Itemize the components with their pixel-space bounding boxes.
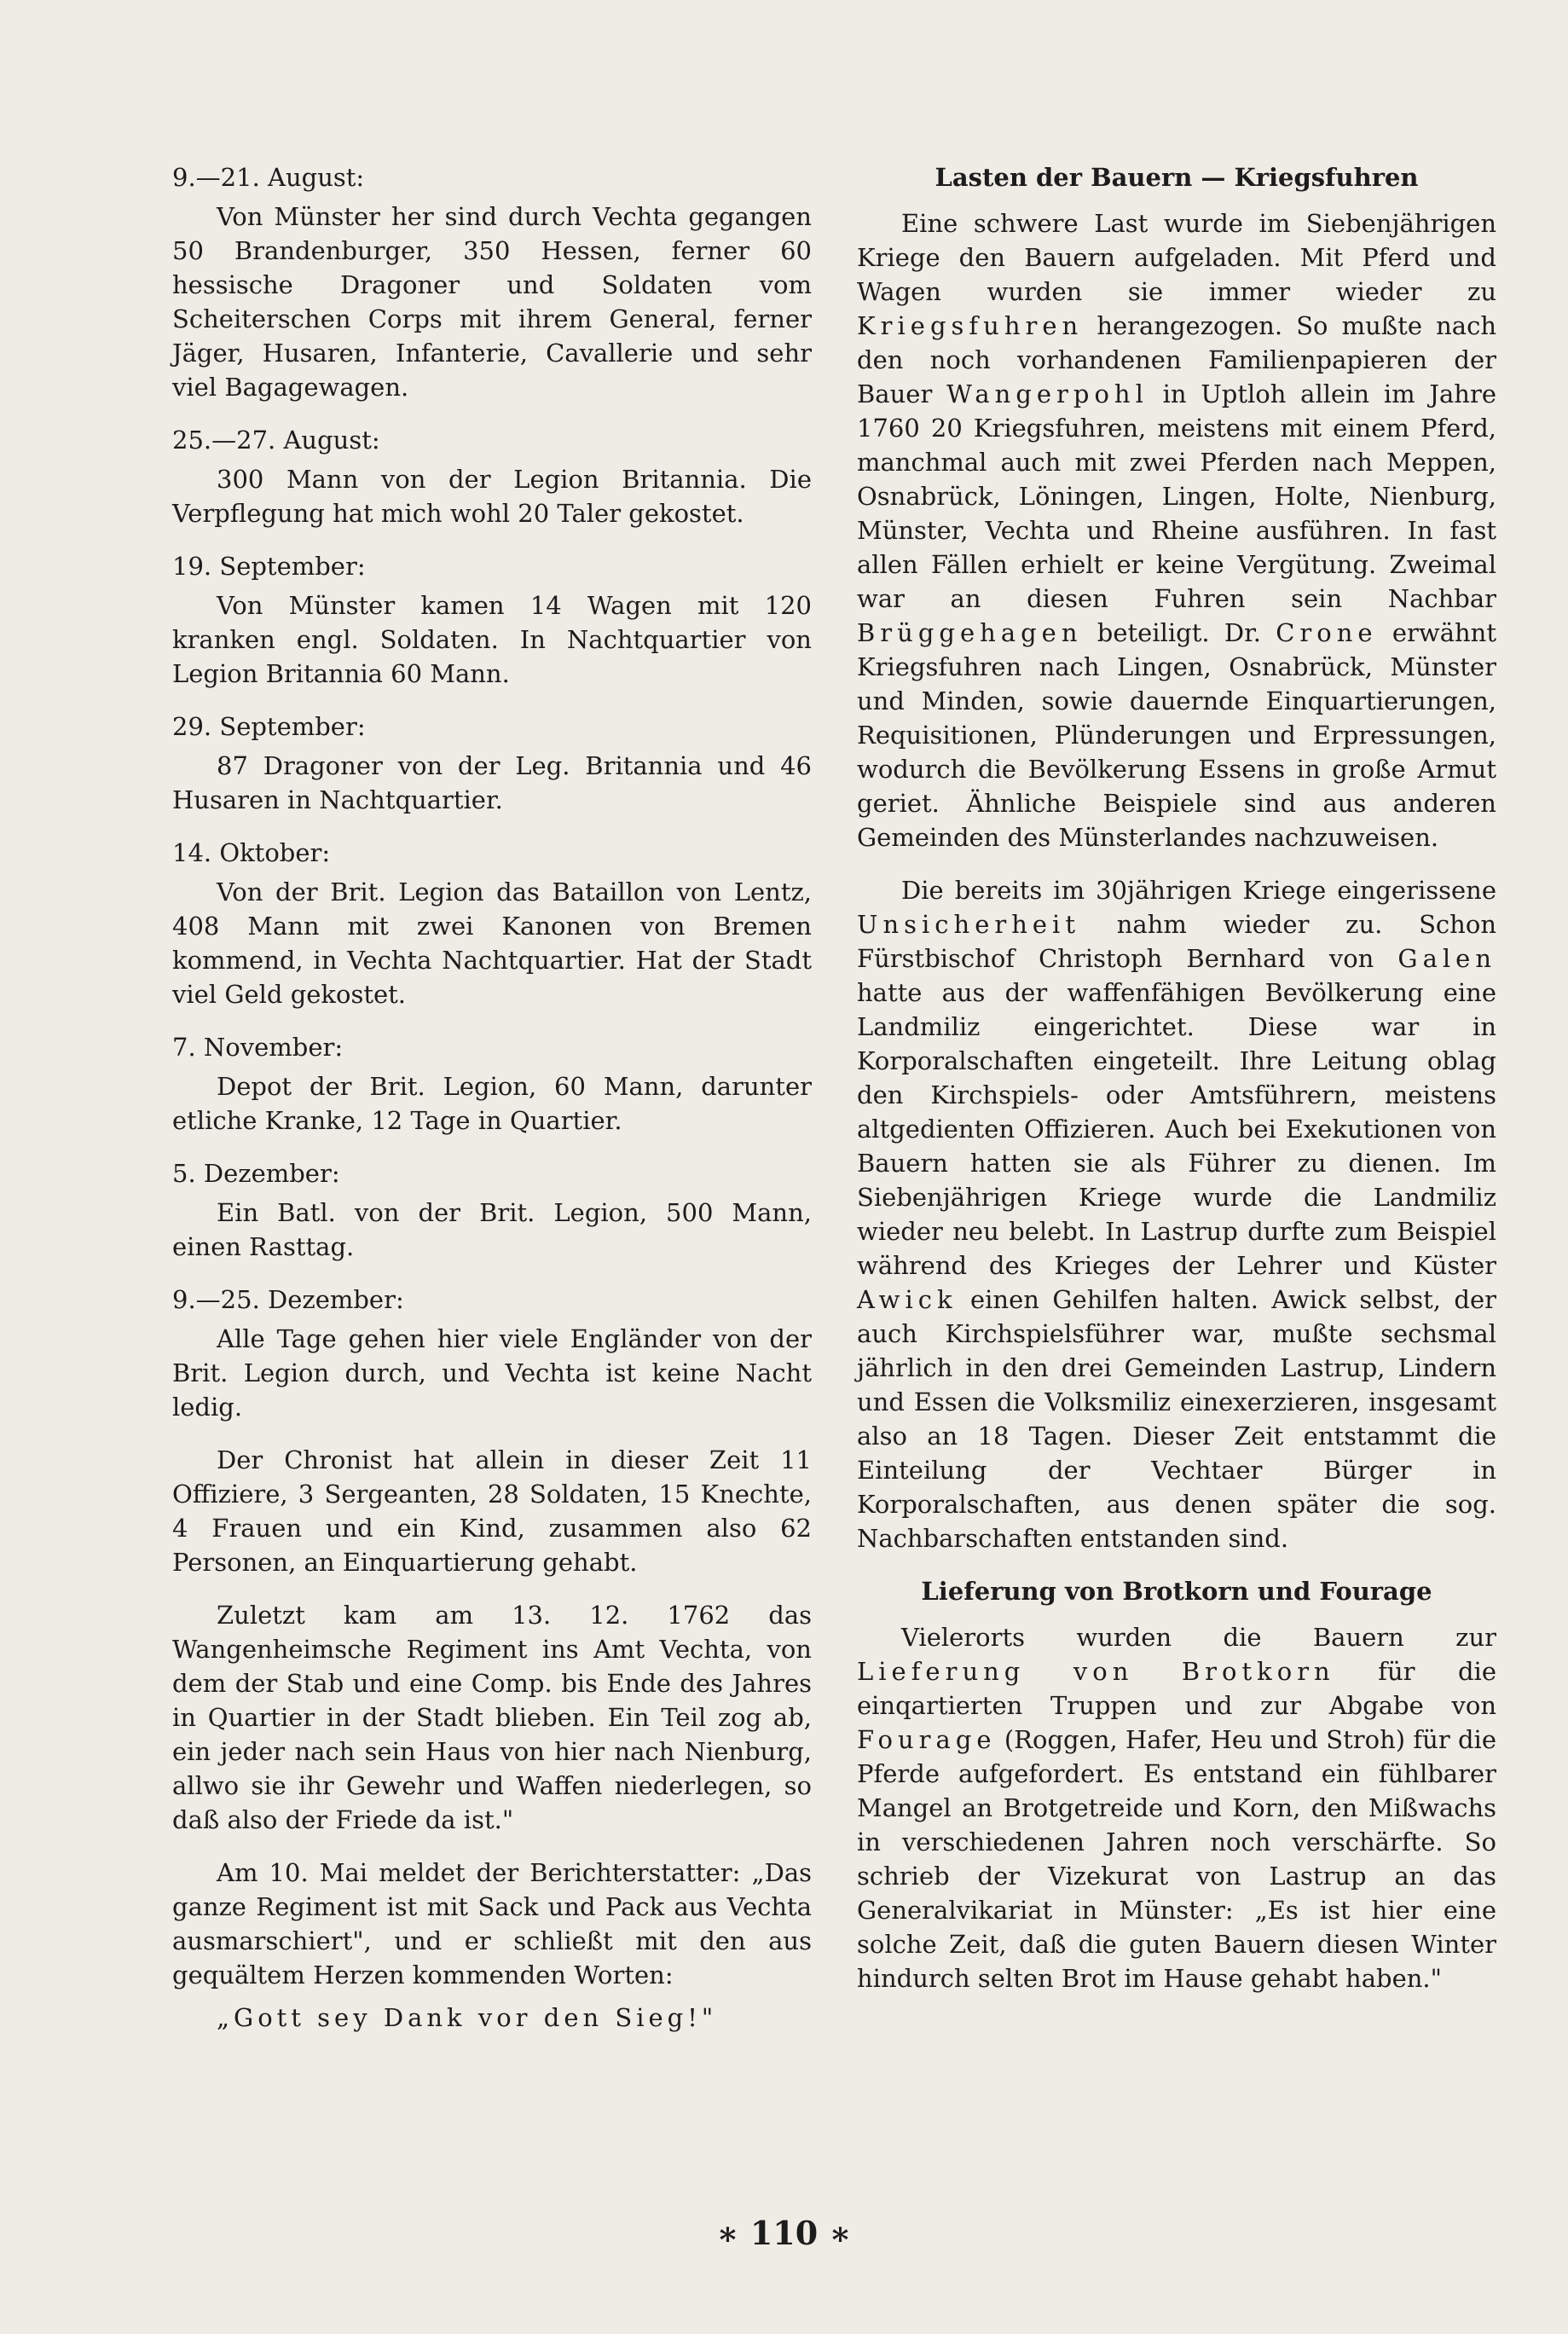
- text-run: hatte aus der waffenfähigen Bevölkerung eine Landmiliz eingerichtet. Diese war in Korporalschaften eingeteilt. Ihre Leitung oblag den Kirchspiels- oder Amtsführern, meistens altgedienten Offizieren. Auch bei Exekutionen von Bauern hatten sie als Führer zu dienen. Im Siebenjährigen Kriege wurde die Landmiliz wieder neu belebt. In Lastrup durfte zum Beispiel während des Krieges der Lehrer und Küster: [857, 978, 1496, 1280]
- spaced-term: Brüggehagen: [857, 618, 1083, 647]
- entry-date: 14. Oktober:: [172, 838, 331, 867]
- page-number: ∗ 110 ∗: [716, 2214, 852, 2252]
- section-heading: Lieferung von Brotkorn und Fourage: [921, 1577, 1432, 1606]
- body-paragraph: [857, 873, 1496, 1555]
- spaced-term: Fourage: [857, 1725, 997, 1754]
- spaced-term: Kriegsfuhren: [857, 311, 1084, 340]
- entry-text: 300 Mann von der Legion Britannia. Die Verpflegung hat mich wohl 20 Taler gekostet.: [172, 465, 812, 528]
- chronicle-entry: [172, 1030, 812, 1138]
- spaced-term: Wangerpohl: [946, 379, 1149, 408]
- entry-date: 9.—21. August:: [172, 163, 365, 192]
- chronicle-entry: [172, 549, 812, 691]
- left-column: [172, 160, 812, 2035]
- spaced-term: Lieferung von Brotkorn: [857, 1657, 1335, 1686]
- body-paragraph: [857, 1620, 1496, 1995]
- entry-text: Von der Brit. Legion das Bataillon von Lentz, 408 Mann mit zwei Kanonen von Bremen kommend, in Vechta Nachtquartier. Hat der Stadt viel Geld gekostet.: [172, 877, 812, 1009]
- text-run: beteiligt. Dr.: [1082, 618, 1276, 647]
- entry-text: Alle Tage gehen hier viele Engländer von der Brit. Legion durch, und Vechta ist keine Nacht ledig.: [172, 1324, 812, 1422]
- chronicle-entry: [172, 1156, 812, 1264]
- text-run: für die einqartierten Truppen und zur Abgabe von: [857, 1657, 1496, 1720]
- spaced-term: Awick: [857, 1285, 958, 1314]
- entry-date: 9.—25. Dezember:: [172, 1285, 404, 1314]
- spaced-term: Unsicherheit: [857, 910, 1080, 939]
- entry-date: 19. September:: [172, 552, 366, 581]
- entry-date: 5. Dezember:: [172, 1159, 340, 1188]
- text-run: einen Gehilfen halten. Awick selbst, der auch Kirchspielsführer war, mußte sechsmal jährlich in den drei Gemeinden Lastrup, Lindern und Essen die Volksmiliz einexerzieren, insgesamt also an 18 Tagen. Dieser Zeit entstammt die Einteilung der Vechtaer Bürger in Korporalschaften, aus denen später die sog. Nachbarschaften entstanden sind.: [857, 1285, 1496, 1553]
- entry-text: Von Münster kamen 14 Wagen mit 120 kranken engl. Soldaten. In Nachtquartier von Legion Britannia 60 Mann.: [172, 591, 812, 688]
- chronicle-entry: [172, 1283, 812, 1424]
- spaced-term: Crone: [1276, 618, 1378, 647]
- entry-text: Depot der Brit. Legion, 60 Mann, darunter etliche Kranke, 12 Tage in Quartier.: [172, 1072, 812, 1135]
- entry-date: 25.—27. August:: [172, 426, 380, 455]
- body-paragraph: Zuletzt kam am 13. 12. 1762 das Wangenheimsche Regiment ins Amt Vechta, von dem der Stab und eine Comp. bis Ende des Jahres in Quartier in der Stadt blieben. Ein Teil zog ab, ein jeder nach sein Haus von hier nach Nienburg, allwo sie ihr Gewehr und Waffen niederlegen, so daß also der Friede da ist.": [172, 1601, 812, 1834]
- entry-date: 29. September:: [172, 712, 366, 741]
- text-run: Die bereits im 30jährigen Kriege eingerissene: [901, 876, 1496, 905]
- text-run: nahm wieder zu. Schon Fürstbischof Christoph Bernhard von: [857, 910, 1496, 973]
- body-paragraph: Am 10. Mai meldet der Berichterstatter: „Das ganze Regiment ist mit Sack und Pack aus Vechta ausmarschiert", und er schließt mit den aus gequältem Herzen kommenden Worten:: [172, 1858, 812, 1989]
- text-run: in Uptloh allein im Jahre 1760 20 Kriegsfuhren, meistens mit einem Pferd, manchmal auch mit zwei Pferden nach Meppen, Osnabrück, Löningen, Lingen, Holte, Nienburg, Münster, Vechta und Rheine ausführen. In fast allen Fällen erhielt er keine Vergütung. Zweimal war an diesen Fuhren sein Nachbar: [857, 379, 1496, 613]
- chronicle-entry: [172, 836, 812, 1011]
- text-run: herangezogen. So mußte nach den noch vorhandenen Familienpapieren der Bauer: [857, 311, 1496, 408]
- body-paragraph: Der Chronist hat allein in dieser Zeit 11 Offiziere, 3 Sergeanten, 28 Soldaten, 15 Knechte, 4 Frauen und ein Kind, zusammen also 62 Personen, an Einquartierung gehabt.: [172, 1445, 812, 1577]
- entry-text: 87 Dragoner von der Leg. Britannia und 46 Husaren in Nachtquartier.: [172, 751, 812, 814]
- text-run: Vielerorts wurden die Bauern zur: [901, 1623, 1496, 1652]
- section-heading: Lasten der Bauern — Kriegsfuhren: [934, 163, 1419, 192]
- text-run: (Roggen, Hafer, Heu und Stroh) für die Pferde aufgefordert. Es entstand ein fühlbarer Mangel an Brotgetreide und Korn, den Mißwachs in verschiedenen Jahren noch verschärfte. So schrieb der Vizekurat von Lastrup an das Generalvikariat in Münster: „Es ist hier eine solche Zeit, daß die guten Bauern diesen Winter hindurch selten Brot im Hause gehabt haben.": [857, 1725, 1496, 1993]
- chronicle-entry: [172, 709, 812, 817]
- text-run: Eine schwere Last wurde im Siebenjährigen Kriege den Bauern aufgeladen. Mit Pferd und Wagen wurden sie immer wieder zu: [857, 209, 1496, 306]
- text-run: erwähnt Kriegsfuhren nach Lingen, Osnabrück, Münster und Minden, sowie dauernde Einquartierungen, Requisitionen, Plünderungen und Erpressungen, wodurch die Bevölkerung Essens in große Armut geriet. Ähnliche Beispiele sind aus anderen Gemeinden des Münsterlandes nachzuweisen.: [857, 618, 1496, 852]
- right-column: [857, 160, 1496, 2014]
- entry-date: 7. November:: [172, 1033, 344, 1062]
- spaced-term: Galen: [1397, 944, 1496, 973]
- entry-text: Ein Batl. von der Brit. Legion, 500 Mann, einen Rasttag.: [172, 1198, 812, 1261]
- body-paragraph: [857, 206, 1496, 854]
- chronicle-entry: [172, 160, 812, 404]
- closing-quote: „Gott sey Dank vor den Sieg!": [217, 2003, 718, 2032]
- entry-text: Von Münster her sind durch Vechta gegangen 50 Brandenburger, 350 Hessen, ferner 60 hessische Dragoner und Soldaten vom Scheiterschen Corps mit ihrem General, ferner Jäger, Husaren, Infanterie, Cavallerie und sehr viel Bagagewagen.: [172, 202, 812, 402]
- chronicle-entry: [172, 423, 812, 530]
